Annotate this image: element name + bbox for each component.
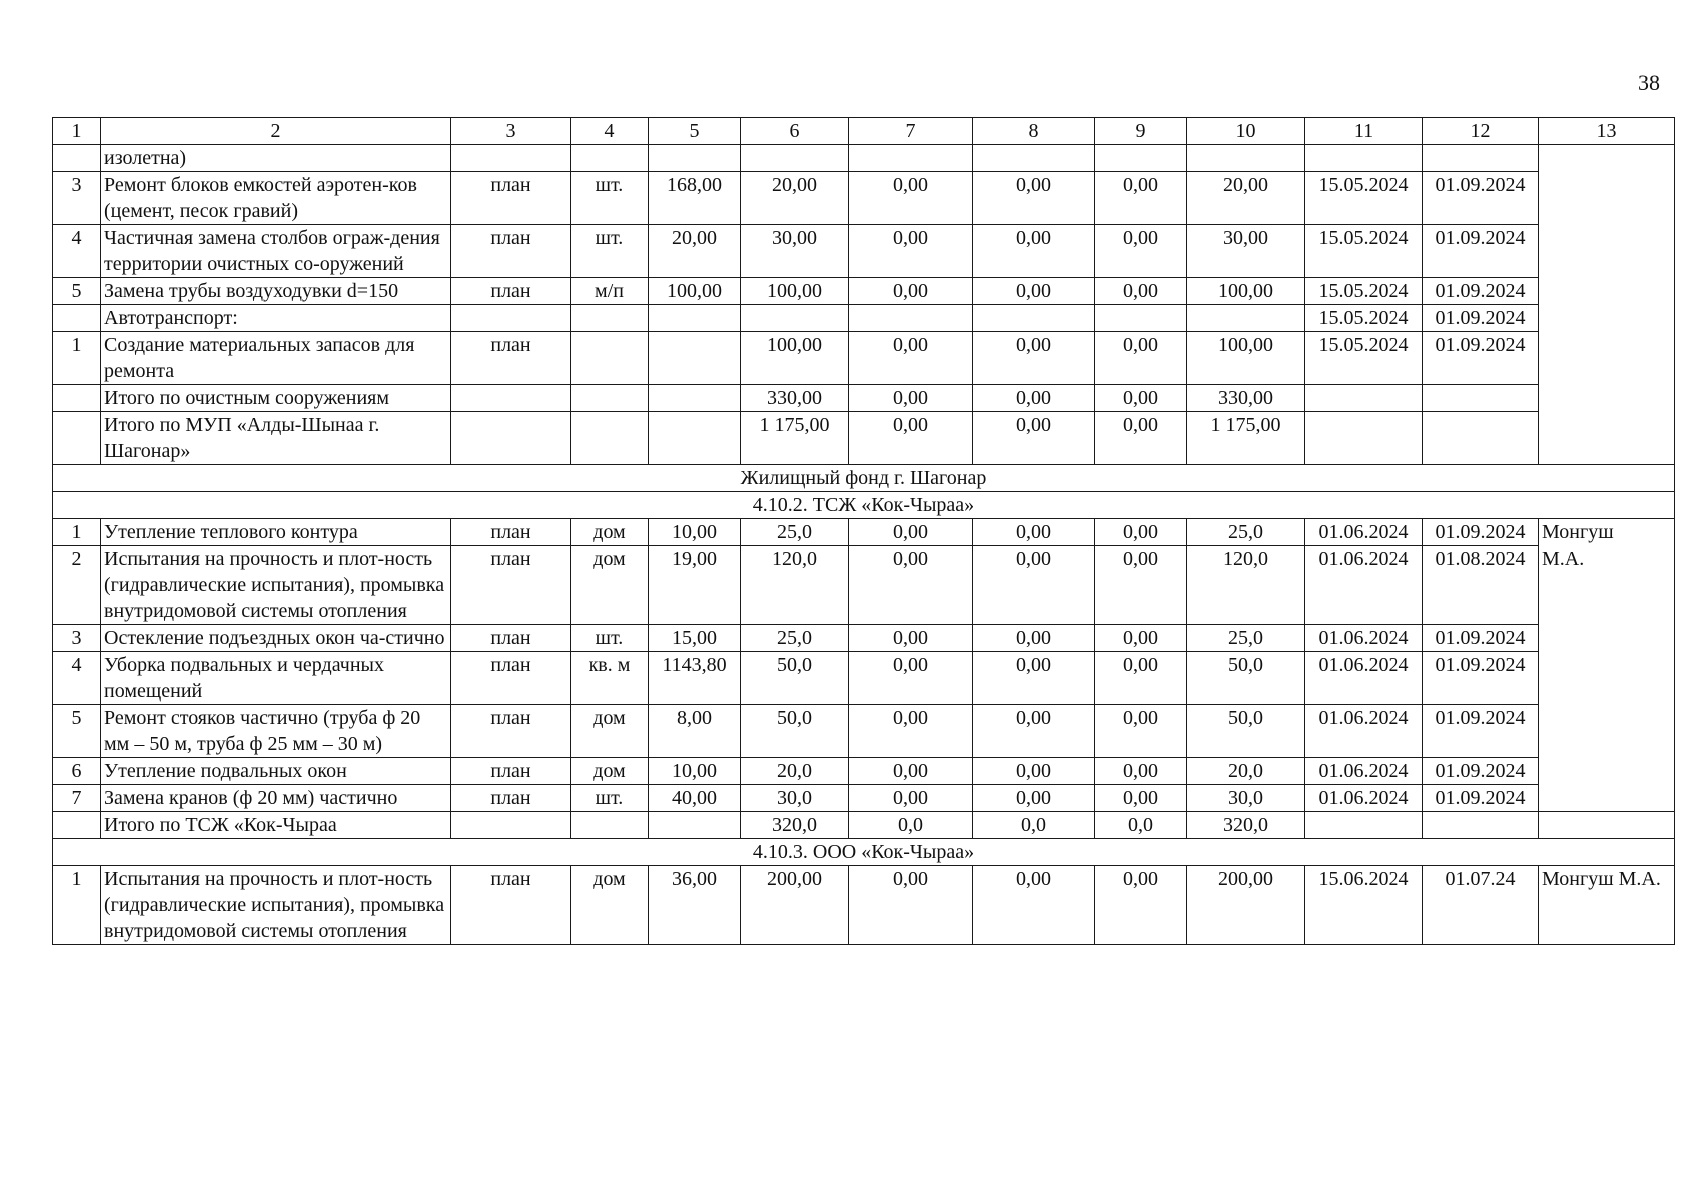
header-row: [53, 118, 1675, 145]
cell-col-4: [571, 412, 649, 465]
cell-col-9: 0,00: [1095, 625, 1187, 652]
row-valve-replacement: [53, 785, 1675, 812]
cell-col-5: [649, 385, 741, 412]
cell-col-8: 0,00: [973, 278, 1095, 305]
cell-col-13: [1539, 412, 1675, 465]
cell-col-12: 01.09.2024: [1423, 705, 1539, 758]
cell-col-6: 200,00: [741, 866, 849, 945]
row-housing-stock: [53, 465, 1675, 492]
cell-col-8: 0,00: [973, 519, 1095, 546]
cell-col-10: 50,0: [1187, 652, 1305, 705]
cell-col-10: 320,0: [1187, 812, 1305, 839]
cell-col-11: [1305, 412, 1423, 465]
cell-col-11: [1305, 385, 1423, 412]
cell-col-3: план: [451, 625, 571, 652]
column-header: 4: [571, 118, 649, 145]
cell-col-3: [451, 412, 571, 465]
cell-col-2: Итого по МУП «Алды-Шынаа г. Шагонар»: [101, 412, 451, 465]
cell-col-1: 2: [53, 546, 101, 625]
cell-col-5: [649, 412, 741, 465]
cell-col-4: дом: [571, 546, 649, 625]
cell-col-2: Ремонт стояков частично (труба ф 20 мм – 50 м, труба ф 25 мм – 30 м): [101, 705, 451, 758]
cell-col-5: 10,00: [649, 758, 741, 785]
column-header: 12: [1423, 118, 1539, 145]
row-material-stock: [53, 332, 1675, 385]
cell-col-12: 01.09.2024: [1423, 278, 1539, 305]
cell-col-13: Монгуш: [1539, 519, 1675, 546]
cell-col-9: 0,00: [1095, 412, 1187, 465]
cell-col-12: 01.09.2024: [1423, 625, 1539, 652]
cell-col-2: Уборка подвальных и чердачных помещений: [101, 652, 451, 705]
cell-col-9: 0,00: [1095, 519, 1187, 546]
cell-col-10: 25,0: [1187, 519, 1305, 546]
cell-col-4: [571, 305, 649, 332]
cell-col-12: 01.09.2024: [1423, 305, 1539, 332]
cell-col-7: 0,00: [849, 278, 973, 305]
row-blower-pipe: [53, 278, 1675, 305]
cell-col-10: 100,00: [1187, 278, 1305, 305]
cell-col-11: 01.06.2024: [1305, 705, 1423, 758]
cell-col-10: 330,00: [1187, 385, 1305, 412]
cell-col-7: 0,00: [849, 225, 973, 278]
cell-col-9: [1095, 305, 1187, 332]
cell-col-12: 01.09.2024: [1423, 172, 1539, 225]
cell-col-9: 0,00: [1095, 225, 1187, 278]
cell-col-6: 20,0: [741, 758, 849, 785]
cell-col-7: 0,00: [849, 758, 973, 785]
cell-col-8: 0,00: [973, 866, 1095, 945]
cell-col-3: план: [451, 332, 571, 385]
cell-col-4: шт.: [571, 172, 649, 225]
cell-col-13: [1539, 278, 1675, 305]
cell-col-7: 0,00: [849, 385, 973, 412]
cell-col-13: [1539, 785, 1675, 812]
cell-col-2: Остекление подъездных окон ча-стично: [101, 625, 451, 652]
cell-col-12: 01.09.2024: [1423, 225, 1539, 278]
cell-col-13: Монгуш М.А.: [1539, 866, 1675, 945]
cell-col-6: 320,0: [741, 812, 849, 839]
cell-col-8: 0,0: [973, 812, 1095, 839]
column-header: 7: [849, 118, 973, 145]
cell-col-5: [649, 145, 741, 172]
cell-col-2: Замена трубы воздуходувки d=150: [101, 278, 451, 305]
cell-col-1: [53, 812, 101, 839]
cell-col-8: 0,00: [973, 705, 1095, 758]
cell-col-1: 5: [53, 705, 101, 758]
cell-col-11: 15.05.2024: [1305, 278, 1423, 305]
column-header: 1: [53, 118, 101, 145]
cell-col-8: 0,00: [973, 332, 1095, 385]
cell-col-2: Утепление подвальных окон: [101, 758, 451, 785]
cell-col-11: [1305, 812, 1423, 839]
cell-col-9: 0,00: [1095, 385, 1187, 412]
cell-col-6: 100,00: [741, 278, 849, 305]
cell-col-1: [53, 385, 101, 412]
cell-col-9: 0,00: [1095, 866, 1187, 945]
cell-col-10: 25,0: [1187, 625, 1305, 652]
row-fence-posts: [53, 225, 1675, 278]
column-header: 10: [1187, 118, 1305, 145]
column-header: 11: [1305, 118, 1423, 145]
cell-col-3: план: [451, 866, 571, 945]
cell-col-8: 0,00: [973, 625, 1095, 652]
row-tszh-header: [53, 492, 1675, 519]
cell-col-11: 15.05.2024: [1305, 225, 1423, 278]
cell-col-2: Итого по очистным сооружениям: [101, 385, 451, 412]
section-title: 4.10.3. ООО «Кок-Чыраа»: [53, 839, 1675, 866]
cell-col-12: [1423, 412, 1539, 465]
cell-col-1: [53, 145, 101, 172]
section-title: 4.10.2. ТСЖ «Кок-Чыраа»: [53, 492, 1675, 519]
cell-col-2: Замена кранов (ф 20 мм) частично: [101, 785, 451, 812]
cell-col-3: план: [451, 225, 571, 278]
cell-col-8: 0,00: [973, 546, 1095, 625]
cell-col-11: [1305, 145, 1423, 172]
cell-col-6: [741, 305, 849, 332]
cell-col-11: 01.06.2024: [1305, 625, 1423, 652]
cell-col-2: Испытания на прочность и плот-ность (гидравлические испытания), промывка внутридомовой системы отопления: [101, 866, 451, 945]
cell-col-6: 50,0: [741, 652, 849, 705]
cell-col-1: 1: [53, 519, 101, 546]
cell-col-3: план: [451, 758, 571, 785]
cell-col-4: [571, 332, 649, 385]
column-header: 2: [101, 118, 451, 145]
row-glazing: [53, 625, 1675, 652]
cell-col-4: кв. м: [571, 652, 649, 705]
page-number: 38: [1638, 70, 1660, 95]
cell-col-5: [649, 332, 741, 385]
row-total-mup: [53, 412, 1675, 465]
cell-col-6: 1 175,00: [741, 412, 849, 465]
cell-col-1: 5: [53, 278, 101, 305]
cell-col-10: 20,0: [1187, 758, 1305, 785]
cell-col-5: 15,00: [649, 625, 741, 652]
cell-col-8: [973, 305, 1095, 332]
row-pressure-test: [53, 546, 1675, 625]
row-aerotank-repair: [53, 172, 1675, 225]
cell-col-12: [1423, 145, 1539, 172]
cell-col-9: [1095, 145, 1187, 172]
cell-col-11: 01.06.2024: [1305, 519, 1423, 546]
cell-col-6: [741, 145, 849, 172]
cell-col-4: шт.: [571, 225, 649, 278]
cell-col-1: 1: [53, 866, 101, 945]
cell-col-7: 0,00: [849, 519, 973, 546]
cell-col-12: 01.09.2024: [1423, 785, 1539, 812]
cell-col-10: [1187, 145, 1305, 172]
cell-col-6: 25,0: [741, 625, 849, 652]
cell-col-4: [571, 385, 649, 412]
cell-col-2: Создание материальных запасов для ремонта: [101, 332, 451, 385]
plan-table: [52, 117, 1675, 945]
cell-col-1: 6: [53, 758, 101, 785]
cell-col-10: 20,00: [1187, 172, 1305, 225]
cell-col-8: 0,00: [973, 758, 1095, 785]
cell-col-5: 40,00: [649, 785, 741, 812]
cell-col-1: 7: [53, 785, 101, 812]
cell-col-2: Автотранспорт:: [101, 305, 451, 332]
cell-col-11: 01.06.2024: [1305, 785, 1423, 812]
row-total-tszh: [53, 812, 1675, 839]
cell-col-12: [1423, 385, 1539, 412]
row-ooo-pressure-test: [53, 866, 1675, 945]
cell-col-12: 01.09.2024: [1423, 758, 1539, 785]
cell-col-4: шт.: [571, 785, 649, 812]
cell-col-5: [649, 812, 741, 839]
cell-col-9: 0,00: [1095, 546, 1187, 625]
cell-col-7: 0,00: [849, 625, 973, 652]
cell-col-2: Частичная замена столбов ограж-дения территории очистных со-оружений: [101, 225, 451, 278]
cell-col-3: план: [451, 785, 571, 812]
cell-col-5: [649, 305, 741, 332]
row-ooo-header: [53, 839, 1675, 866]
cell-col-10: 1 175,00: [1187, 412, 1305, 465]
section-title: Жилищный фонд г. Шагонар: [53, 465, 1675, 492]
cell-col-10: 120,0: [1187, 546, 1305, 625]
cell-col-13: М.А.: [1539, 546, 1675, 625]
cell-col-12: [1423, 812, 1539, 839]
cell-col-7: [849, 145, 973, 172]
cell-col-2: Итого по ТСЖ «Кок-Чыраа: [101, 812, 451, 839]
row-total-treatment: [53, 385, 1675, 412]
cell-col-9: 0,00: [1095, 332, 1187, 385]
cell-col-7: 0,00: [849, 172, 973, 225]
cell-col-13: [1539, 812, 1675, 839]
cell-col-8: 0,00: [973, 785, 1095, 812]
cell-col-5: 10,00: [649, 519, 741, 546]
cell-col-9: 0,00: [1095, 652, 1187, 705]
cell-col-9: 0,00: [1095, 172, 1187, 225]
cell-col-1: [53, 412, 101, 465]
cell-col-5: 100,00: [649, 278, 741, 305]
cell-col-7: 0,00: [849, 412, 973, 465]
cell-col-13: [1539, 145, 1675, 172]
cell-col-5: 36,00: [649, 866, 741, 945]
cell-col-2: Ремонт блоков емкостей аэротен-ков (цемент, песок гравий): [101, 172, 451, 225]
cell-col-3: план: [451, 519, 571, 546]
cell-col-7: 0,00: [849, 652, 973, 705]
cell-col-10: 30,00: [1187, 225, 1305, 278]
cell-col-12: 01.09.2024: [1423, 332, 1539, 385]
cell-col-3: план: [451, 172, 571, 225]
cell-col-10: 200,00: [1187, 866, 1305, 945]
cell-col-9: 0,00: [1095, 758, 1187, 785]
cell-col-3: [451, 305, 571, 332]
cell-col-4: шт.: [571, 625, 649, 652]
cell-col-13: [1539, 225, 1675, 278]
cell-col-7: 0,00: [849, 332, 973, 385]
cell-col-1: 4: [53, 225, 101, 278]
cell-col-7: 0,00: [849, 546, 973, 625]
cell-col-4: [571, 145, 649, 172]
cell-col-6: 30,0: [741, 785, 849, 812]
cell-col-4: дом: [571, 866, 649, 945]
cell-col-3: [451, 385, 571, 412]
cell-col-2: изолетна): [101, 145, 451, 172]
cell-col-9: 0,00: [1095, 278, 1187, 305]
cell-col-12: 01.07.24: [1423, 866, 1539, 945]
cell-col-6: 20,00: [741, 172, 849, 225]
cell-col-1: 4: [53, 652, 101, 705]
cell-col-13: [1539, 172, 1675, 225]
cell-col-9: 0,0: [1095, 812, 1187, 839]
cell-col-3: [451, 812, 571, 839]
cell-col-12: 01.09.2024: [1423, 652, 1539, 705]
cell-col-8: 0,00: [973, 412, 1095, 465]
cell-col-6: 50,0: [741, 705, 849, 758]
cell-col-11: 15.05.2024: [1305, 332, 1423, 385]
cell-col-11: 15.05.2024: [1305, 172, 1423, 225]
cell-col-11: 01.06.2024: [1305, 546, 1423, 625]
cell-col-13: [1539, 385, 1675, 412]
cell-col-3: план: [451, 705, 571, 758]
row-transport-header: [53, 305, 1675, 332]
cell-col-3: план: [451, 546, 571, 625]
cell-col-4: дом: [571, 519, 649, 546]
cell-col-13: [1539, 625, 1675, 652]
cell-col-10: 50,0: [1187, 705, 1305, 758]
continuation-row: [53, 145, 1675, 172]
cell-col-9: 0,00: [1095, 785, 1187, 812]
cell-col-4: дом: [571, 705, 649, 758]
cell-col-12: 01.08.2024: [1423, 546, 1539, 625]
cell-col-12: 01.09.2024: [1423, 519, 1539, 546]
cell-col-5: 19,00: [649, 546, 741, 625]
cell-col-2: Утепление теплового контура: [101, 519, 451, 546]
cell-col-6: 330,00: [741, 385, 849, 412]
cell-col-9: 0,00: [1095, 705, 1187, 758]
cell-col-13: [1539, 652, 1675, 705]
cell-col-5: 168,00: [649, 172, 741, 225]
cell-col-7: 0,00: [849, 866, 973, 945]
cell-col-1: 3: [53, 625, 101, 652]
column-header: 3: [451, 118, 571, 145]
cell-col-13: [1539, 758, 1675, 785]
row-riser-repair: [53, 705, 1675, 758]
cell-col-4: м/п: [571, 278, 649, 305]
cell-col-10: 100,00: [1187, 332, 1305, 385]
cell-col-11: 01.06.2024: [1305, 652, 1423, 705]
cell-col-8: [973, 145, 1095, 172]
cell-col-1: [53, 305, 101, 332]
cell-col-7: 0,00: [849, 785, 973, 812]
cell-col-10: 30,0: [1187, 785, 1305, 812]
cell-col-6: 25,0: [741, 519, 849, 546]
cell-col-1: 3: [53, 172, 101, 225]
cell-col-4: дом: [571, 758, 649, 785]
cell-col-11: 15.06.2024: [1305, 866, 1423, 945]
cell-col-5: 20,00: [649, 225, 741, 278]
cell-col-5: 1143,80: [649, 652, 741, 705]
cell-col-11: 01.06.2024: [1305, 758, 1423, 785]
column-header: 9: [1095, 118, 1187, 145]
cell-col-7: [849, 305, 973, 332]
column-header: 6: [741, 118, 849, 145]
cell-col-13: [1539, 332, 1675, 385]
cell-col-7: 0,0: [849, 812, 973, 839]
cell-col-10: [1187, 305, 1305, 332]
cell-col-8: 0,00: [973, 225, 1095, 278]
cell-col-13: [1539, 705, 1675, 758]
cell-col-5: 8,00: [649, 705, 741, 758]
row-basement-windows: [53, 758, 1675, 785]
column-header: 5: [649, 118, 741, 145]
cell-col-6: 100,00: [741, 332, 849, 385]
cell-col-3: [451, 145, 571, 172]
cell-col-6: 120,0: [741, 546, 849, 625]
column-header: 8: [973, 118, 1095, 145]
cell-col-3: план: [451, 652, 571, 705]
cell-col-11: 15.05.2024: [1305, 305, 1423, 332]
cell-col-6: 30,00: [741, 225, 849, 278]
row-basement-cleaning: [53, 652, 1675, 705]
cell-col-2: Испытания на прочность и плот-ность (гидравлические испытания), промывка внутридомовой системы отопления: [101, 546, 451, 625]
cell-col-8: 0,00: [973, 172, 1095, 225]
cell-col-1: 1: [53, 332, 101, 385]
cell-col-8: 0,00: [973, 385, 1095, 412]
row-thermal-insulation: [53, 519, 1675, 546]
column-header: 13: [1539, 118, 1675, 145]
cell-col-8: 0,00: [973, 652, 1095, 705]
cell-col-7: 0,00: [849, 705, 973, 758]
cell-col-13: [1539, 305, 1675, 332]
cell-col-3: план: [451, 278, 571, 305]
cell-col-4: [571, 812, 649, 839]
